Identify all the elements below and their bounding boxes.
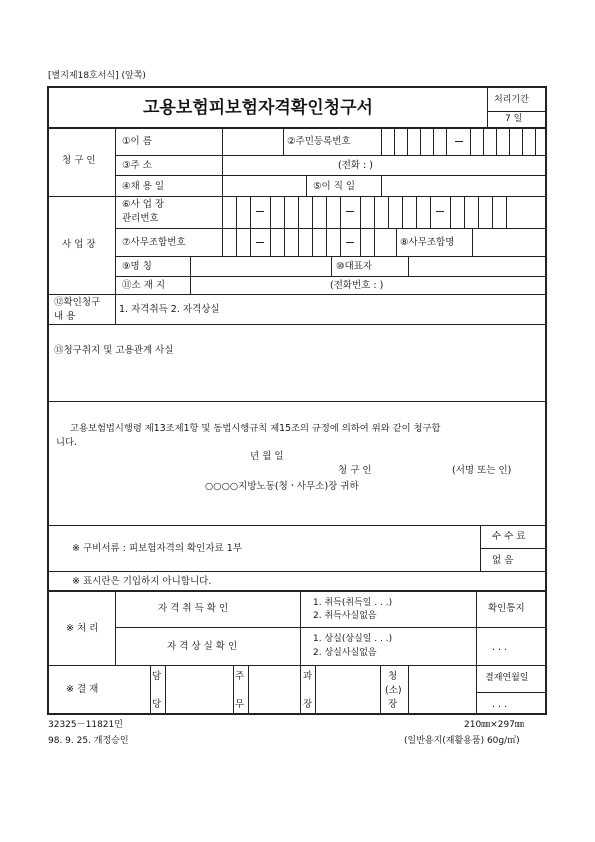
- attachments-note: ※ 구비서류 : 피보험자격의 확인자료 1부: [72, 543, 242, 554]
- notify-label: 확인통지: [488, 603, 525, 614]
- form-number: [별지제18호서식] (앞쪽): [48, 71, 146, 81]
- confirm-label-2: 내 용: [54, 311, 76, 322]
- fee-value: 없 음: [492, 555, 514, 566]
- confirm-options[interactable]: 1. 자격취득 2. 자격상실: [119, 304, 220, 315]
- loss-confirm-label: 자 격 상 실 확 인: [167, 641, 238, 652]
- approval-label: ※ 결 재: [66, 684, 99, 695]
- address-label: ③주 소: [122, 160, 152, 171]
- location-field[interactable]: [192, 278, 326, 292]
- mgmt-no-label-2: 관리번호: [122, 213, 159, 224]
- processing-period-value: 7 일: [505, 114, 523, 124]
- approval-cell-2: 주: [235, 671, 245, 682]
- address-field[interactable]: [224, 157, 334, 173]
- workplace-name-label: ⑨명 칭: [122, 261, 152, 272]
- acquisition-option-2[interactable]: 2. 취득사실없음: [313, 611, 377, 621]
- hire-date-label: ④채 용 일: [122, 181, 165, 192]
- confirm-label: ⑫확인청구: [54, 297, 101, 308]
- name-label: ①이 름: [122, 136, 152, 147]
- acquisition-option-1[interactable]: 1. 취득(취득일 . . .): [313, 598, 393, 608]
- approval-cell-3b: 장: [303, 699, 313, 710]
- name-field[interactable]: [224, 131, 280, 151]
- loss-option-1[interactable]: 1. 상실(상실일 . . .): [313, 634, 393, 644]
- statement-text-2: 니다.: [56, 437, 77, 448]
- leave-date-field[interactable]: [383, 177, 543, 194]
- office-name-field[interactable]: [474, 230, 544, 254]
- signature-note: (서명 또는 인): [452, 465, 512, 476]
- reason-label: ⑬청구취지 및 고용관계 사실: [54, 345, 174, 356]
- workplace-section-label: 사 업 장: [62, 239, 96, 250]
- office-name-label: ⑧사무조합명: [400, 237, 455, 248]
- loss-option-2[interactable]: 2. 상실사실없음: [313, 648, 377, 658]
- leave-date-label: ⑤이 직 일: [313, 181, 356, 192]
- footer-code: 32325－11821민: [48, 720, 123, 730]
- date-line[interactable]: 년 월 일: [250, 451, 284, 462]
- hire-date-field[interactable]: [224, 177, 304, 194]
- footer-size: 210㎜×297㎜: [464, 720, 524, 730]
- reason-field[interactable]: [54, 360, 540, 396]
- statement-text: 고용보험법시행령 제13조제1항 및 동법시행규칙 제15조의 규정에 의하여 위와 같이 청구합: [70, 423, 441, 434]
- approval-cell-1: 담: [152, 671, 162, 682]
- approval-cell-4c: 장: [388, 699, 398, 710]
- approval-cell-3: 과: [303, 671, 313, 682]
- processing-period-label: 처리기간: [494, 95, 529, 105]
- representative-field[interactable]: [410, 258, 544, 274]
- representative-label: ⑩대표자: [336, 261, 373, 272]
- notify-date[interactable]: . . .: [492, 642, 508, 653]
- addressee: ○○○○지방노동(청ㆍ사무소)장 귀하: [205, 481, 359, 492]
- notice-text: ※ 표시란은 기입하지 아니합니다.: [72, 576, 212, 587]
- rrn-label: ②주민등록번호: [287, 136, 351, 147]
- approval-cell-4b: (소): [385, 685, 402, 696]
- workplace-name-field[interactable]: [192, 258, 328, 274]
- mgmt-no-label: ⑥사 업 장: [122, 199, 165, 210]
- location-phone-label: (전화번호 : ): [330, 280, 384, 291]
- approval-cell-2b: 무: [235, 699, 245, 710]
- claimant-signature-label: 청 구 인: [338, 465, 372, 476]
- approval-date-label: 결재연월일: [485, 673, 529, 683]
- location-label: ⑪소 재 지: [122, 280, 166, 291]
- approval-date-value[interactable]: . . .: [492, 699, 508, 710]
- approval-cell-4: 청: [388, 671, 398, 682]
- acquisition-confirm-label: 자 격 취 득 확 인: [158, 603, 229, 614]
- claimant-section-label: 청 구 인: [62, 155, 96, 166]
- footer-paper: (일반용지(재활용품) 60g/㎡): [404, 736, 520, 746]
- address-phone-label: (전화 : ): [338, 160, 374, 171]
- office-no-label: ⑦사무조합번호: [122, 237, 186, 248]
- footer-date: 98. 9. 25. 개정승인: [48, 736, 129, 746]
- page-title: 고용보험피보험자격확인청구서: [143, 98, 373, 118]
- approval-cell-1b: 당: [152, 699, 162, 710]
- processing-label: ※ 처 리: [66, 623, 99, 634]
- fee-label: 수 수 료: [492, 531, 526, 542]
